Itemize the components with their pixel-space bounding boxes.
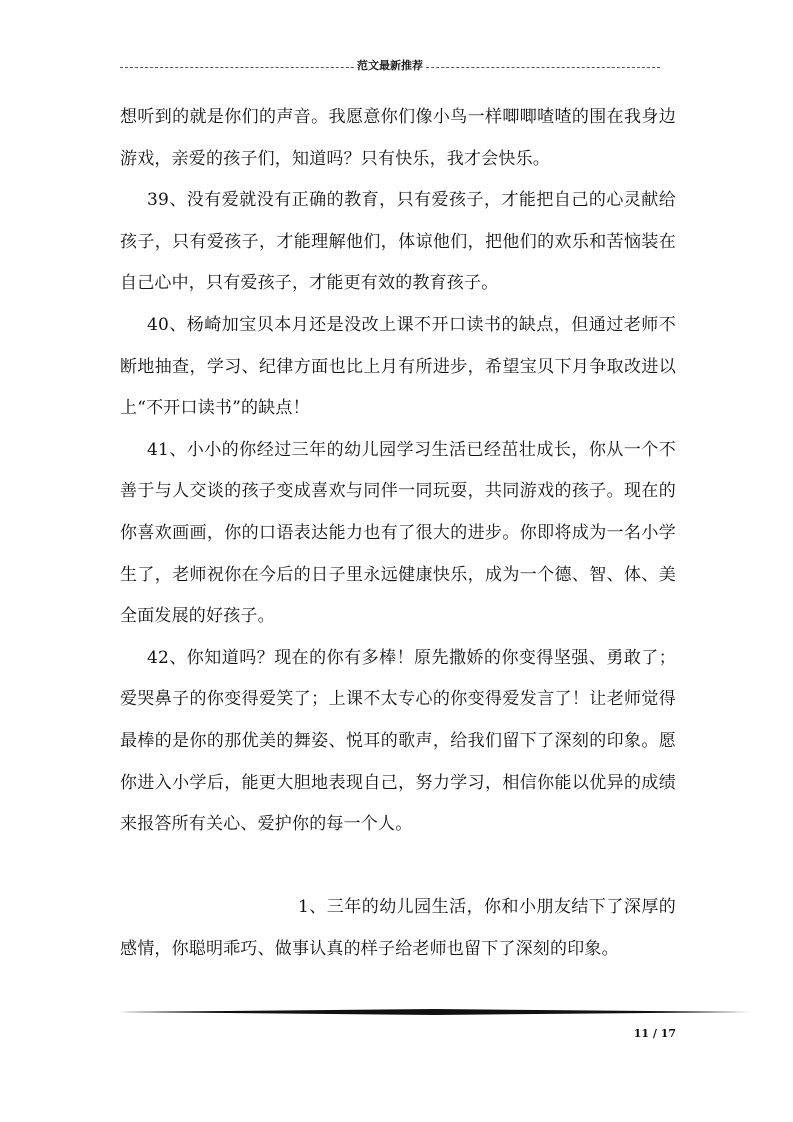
page-number: 11 / 17 — [633, 1027, 676, 1040]
paragraph-39: 39、没有爱就没有正确的教育，只有爱孩子，才能把自己的心灵献给孩子，只有爱孩子，才能理解他们，体谅他们，把他们的欢乐和苦恼装在自己心中，只有爱孩子，才能更有效的教育孩子。 — [120, 190, 676, 294]
paragraph-41: 41、小小的你经过三年的幼儿园学习生活已经茁壮成长，你从一个不善于与人交谈的孩子变成喜欢与同伴一同玩耍，共同游戏的孩子。现在的你喜欢画画，你的口语表达能力也有了很大的进步。你即将成为一名小学生了，老师祝你在今后的日子里永远健康快乐，成为一个德、智、体、美全面发展的好孩子。 — [120, 439, 676, 627]
paragraph-gap — [120, 846, 676, 888]
footer-tapered-rule — [120, 1009, 750, 1015]
paragraph-continuation: 想听到的就是你们的声音。我愿意你们像小鸟一样唧唧喳喳的围在我身边游戏，亲爱的孩子们，知道吗？只有快乐，我才会快乐。 — [120, 107, 676, 169]
paragraph-40: 40、杨崎加宝贝本月还是没改上课不开口读书的缺点，但通过老师不断地抽查，学习、纪律方面也比上月有所进步，希望宝贝下月争取改进以上“不开口读书”的缺点！ — [120, 314, 676, 419]
document-body — [120, 97, 676, 970]
paragraph-42: 42、你知道吗？现在的你有多棒！原先撒娇的你变得坚强、勇敢了；爱哭鼻子的你变得爱笑了；上课不太专心的你变得爱发言了！让老师觉得最棒的是你的那优美的舞姿、悦耳的歌声，给我们留下了深刻的印象。愿你进入小学后，能更大胆地表现自己，努力学习，相信你能以优异的成绩来报答所有关心、爱护你的每一个人。 — [120, 647, 676, 835]
header-title: 范文最新推荐 — [356, 56, 424, 76]
page-header — [120, 56, 660, 76]
paragraph-1: 1、三年的幼儿园生活，你和小朋友结下了深厚的感情，你聪明乖巧、做事认真的样子给老师也留下了深刻的印象。 — [120, 897, 676, 959]
